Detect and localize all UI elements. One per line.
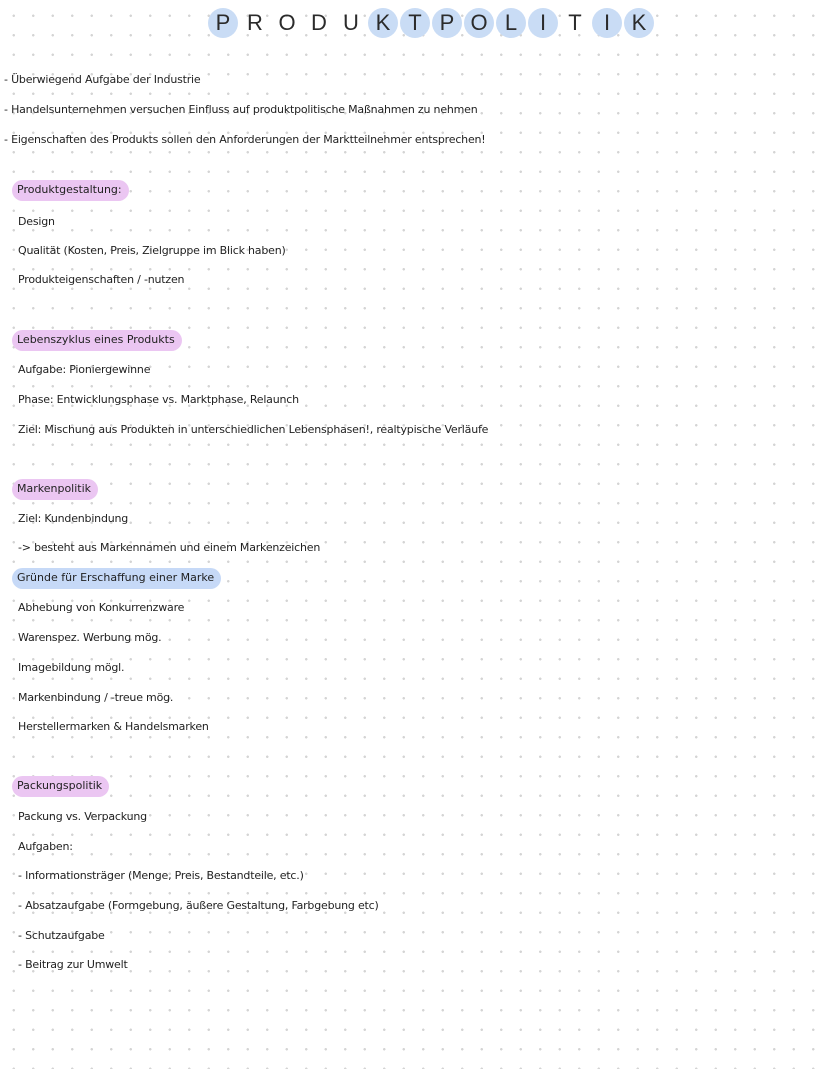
list-item: - Schutzaufgabe — [18, 929, 105, 942]
list-item: Warenspez. Werbung mög. — [18, 631, 162, 644]
title-letter: I — [592, 8, 622, 38]
list-item: Phase: Entwicklungsphase vs. Marktphase, Relaunch — [18, 393, 299, 406]
list-item: Imagebildung mögl. — [18, 661, 125, 674]
list-item: - Beitrag zur Umwelt — [18, 958, 128, 971]
title-letter: R — [247, 10, 263, 35]
title-letter: K — [624, 8, 654, 38]
list-item: Abhebung von Konkurrenzware — [18, 601, 185, 614]
list-item: Packung vs. Verpackung — [18, 810, 147, 823]
list-item: Ziel: Kundenbindung — [18, 512, 129, 525]
section-heading-gruende: Gründe für Erschaffung einer Marke — [12, 568, 221, 589]
list-item: Design — [18, 215, 55, 228]
title-letter: O — [464, 8, 494, 38]
list-item: Herstellermarken & Handelsmarken — [18, 720, 209, 733]
page-title — [208, 8, 656, 38]
title-letter: O — [278, 10, 296, 35]
list-item: Aufgabe: Pioniergewinne — [18, 363, 151, 376]
section-heading-packungspolitik: Packungspolitik — [12, 776, 109, 797]
title-letter: P — [432, 8, 462, 38]
title-letter: D — [311, 10, 327, 35]
section-heading-produktgestaltung: Produktgestaltung: — [12, 180, 129, 201]
list-item: Markenbindung / -treue mög. — [18, 691, 174, 704]
section-heading-markenpolitik: Markenpolitik — [12, 479, 98, 500]
list-item: Produkteigenschaften / -nutzen — [18, 273, 185, 286]
title-letter: P — [208, 8, 238, 38]
list-item: Qualität (Kosten, Preis, Zielgruppe im Blick haben) — [18, 244, 286, 257]
section-heading-lebenszyklus: Lebenszyklus eines Produkts — [12, 330, 182, 351]
title-letter: T — [400, 8, 430, 38]
title-letter: K — [368, 8, 398, 38]
title-letter: T — [568, 10, 582, 35]
list-item: Ziel: Mischung aus Produkten in unterschiedlichen Lebensphasen!, realtypische Verläufe — [18, 423, 489, 436]
list-item: - Informationsträger (Menge, Preis, Bestandteile, etc.) — [18, 869, 304, 882]
title-letter: U — [343, 10, 359, 35]
intro-line-3: - Eigenschaften des Produkts sollen den Anforderungen der Marktteilnehmer entsprechen! — [4, 133, 486, 146]
list-item: Aufgaben: — [18, 840, 73, 853]
intro-line-1: - Überwiegend Aufgabe der Industrie — [4, 73, 201, 86]
intro-line-2: - Handelsunternehmen versuchen Einfluss auf produktpolitische Maßnahmen zu nehmen — [4, 103, 478, 116]
title-letter: I — [528, 8, 558, 38]
list-item: - Absatzaufgabe (Formgebung, äußere Gestaltung, Farbgebung etc) — [18, 899, 379, 912]
title-letter: L — [496, 8, 526, 38]
list-item: -> besteht aus Markennamen und einem Markenzeichen — [18, 541, 321, 554]
